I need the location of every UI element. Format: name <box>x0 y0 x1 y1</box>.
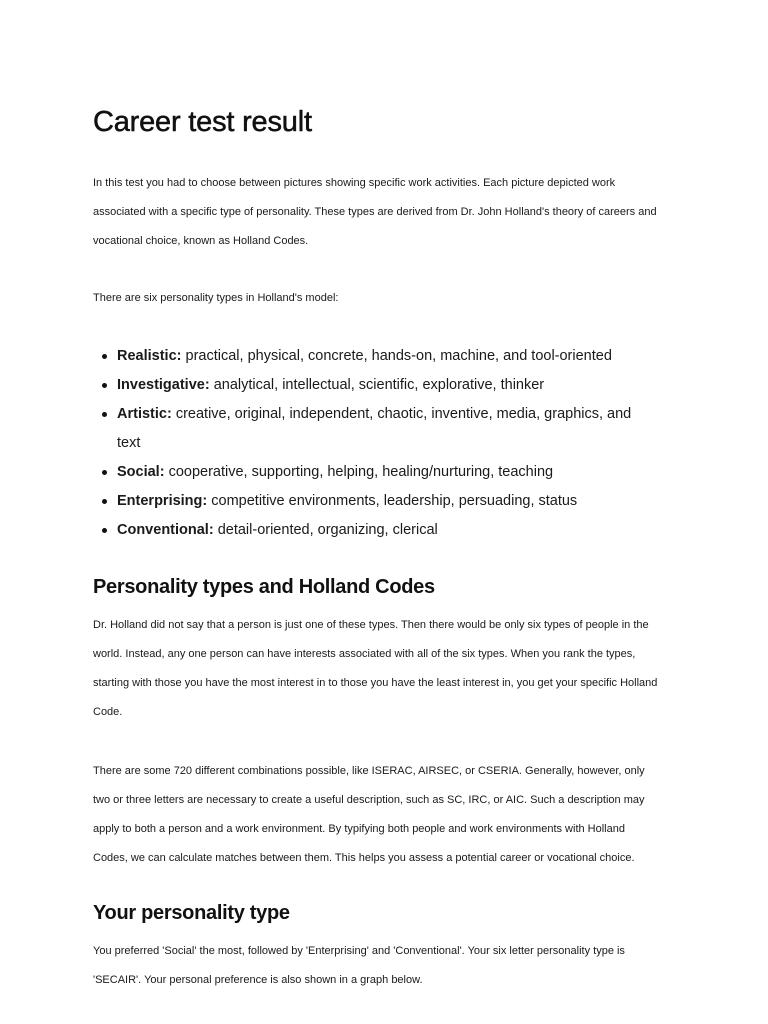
paragraph-line: two or three letters are necessary to create a useful description, such as SC, IRC, or AIC. Such a description may <box>93 794 645 806</box>
list-item-investigative <box>93 371 683 400</box>
type-description: creative, original, independent, chaotic, inventive, media, graphics, and <box>175 406 632 422</box>
bullet-icon <box>102 499 107 504</box>
bullet-icon <box>102 528 107 533</box>
page-title: Career test result <box>93 106 312 138</box>
list-item-conventional <box>93 516 683 545</box>
paragraph-line: 'SECAIR'. Your personal preference is also shown in a graph below. <box>93 974 423 986</box>
intro-line: In this test you had to choose between pictures showing specific work activities. Each picture depicted work <box>93 177 616 189</box>
bullet-icon <box>102 470 107 475</box>
your-type-paragraph <box>93 937 683 995</box>
paragraph-line: starting with those you have the most interest in to those you have the least interest in, you get your specific Holland <box>93 677 658 689</box>
six-types-line: There are six personality types in Holland's model: <box>93 292 339 304</box>
bullet-icon <box>102 383 107 388</box>
type-description: practical, physical, concrete, hands-on, machine, and tool-oriented <box>185 348 612 364</box>
type-term: Realistic: <box>117 348 182 364</box>
list-item-artistic <box>93 400 683 458</box>
type-term: Artistic: <box>117 406 172 422</box>
paragraph-line: Dr. Holland did not say that a person is just one of these types. Then there would be only six types of people in the <box>93 619 649 631</box>
bullet-icon <box>102 354 107 359</box>
type-term: Investigative: <box>117 377 210 393</box>
section-heading-your-type: Your personality type <box>93 902 290 924</box>
paragraph-line: Code. <box>93 706 123 718</box>
intro-line: vocational choice, known as Holland Codes. <box>93 235 309 247</box>
bullet-icon <box>102 412 107 417</box>
list-item-enterprising <box>93 487 683 516</box>
type-description: detail-oriented, organizing, clerical <box>217 522 438 538</box>
type-term: Enterprising: <box>117 493 208 509</box>
paragraph-line: world. Instead, any one person can have interests associated with all of the six types. When you rank the types, <box>93 648 636 660</box>
personality-types-list <box>93 342 683 545</box>
list-item-social <box>93 458 683 487</box>
section-heading-holland-codes: Personality types and Holland Codes <box>93 576 435 598</box>
type-description-continued: text <box>117 435 141 451</box>
type-description: competitive environments, leadership, persuading, status <box>211 493 578 509</box>
intro-paragraph <box>93 169 683 256</box>
paragraph-line: Codes, we can calculate matches between them. This helps you assess a potential career or vocational choice. <box>93 852 635 864</box>
type-description: analytical, intellectual, scientific, explorative, thinker <box>213 377 545 393</box>
paragraph-line: You preferred 'Social' the most, followed by 'Enterprising' and 'Conventional'. Your six letter personality type is <box>93 945 625 957</box>
paragraph-line: apply to both a person and a work environment. By typifying both people and work environments with Holland <box>93 823 625 835</box>
paragraph-line: There are some 720 different combinations possible, like ISERAC, AIRSEC, or CSERIA. Generally, however, only <box>93 765 645 777</box>
type-term: Social: <box>117 464 165 480</box>
type-term: Conventional: <box>117 522 214 538</box>
type-description: cooperative, supporting, helping, healing/nurturing, teaching <box>168 464 554 480</box>
intro-line: associated with a specific type of personality. These types are derived from Dr. John Holland's theory of careers and <box>93 206 657 218</box>
list-item-realistic <box>93 342 683 371</box>
holland-codes-paragraph-2 <box>93 757 683 873</box>
holland-codes-paragraph-1 <box>93 611 683 727</box>
